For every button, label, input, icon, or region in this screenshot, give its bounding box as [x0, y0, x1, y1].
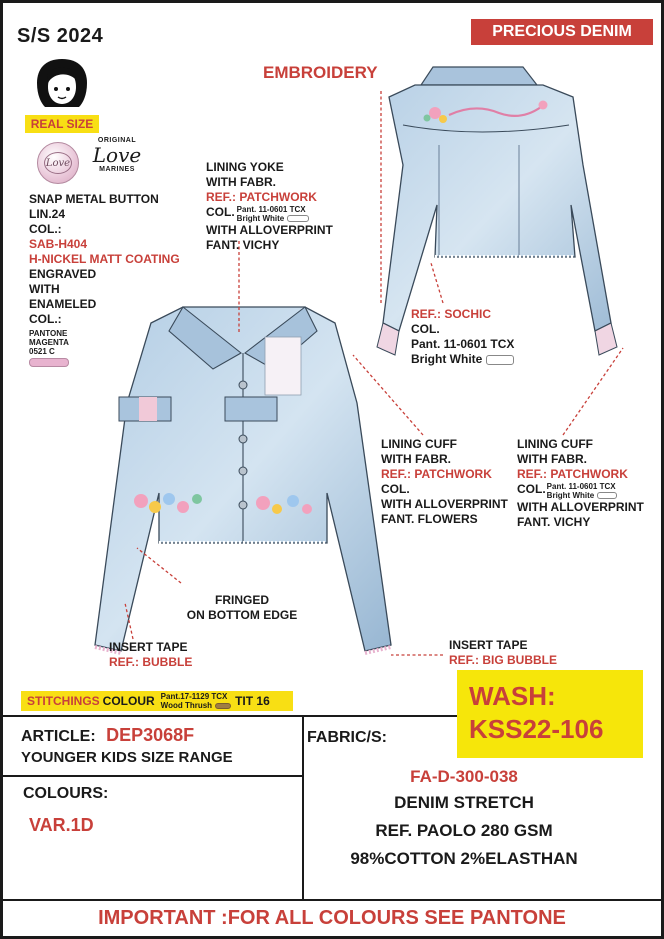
season-label: S/S 2024 [17, 25, 104, 47]
lining-yoke-pant-name: Bright White [236, 214, 285, 223]
lining-yoke-pant: Pant. 11-0601 TCX [236, 205, 306, 214]
lining-yoke-col: COL. [206, 205, 235, 219]
button-spec-line4: SAB-H404 [29, 237, 88, 251]
lining-yoke-line2: WITH FABR. [206, 175, 276, 189]
fabric-line2: DENIM STRETCH [394, 793, 534, 812]
fringed-line2: ON BOTTOM EDGE [186, 608, 298, 622]
cuff-left-ref: REF.: PATCHWORK [381, 467, 492, 481]
tape-left-line1: INSERT TAPE [109, 640, 188, 654]
fringed-spec [183, 593, 301, 623]
fabric-label: FABRIC/S: [307, 729, 387, 746]
sochic-ref: REF.: SOCHIC [411, 307, 492, 321]
colours-label: COLOURS: [23, 785, 109, 802]
stitchings-label: STITCHINGS [27, 694, 100, 708]
pantone-line1: PANTONE [29, 329, 68, 338]
cuff-left-line2: WITH FABR. [381, 452, 451, 466]
stitchings-tit: TIT 16 [235, 694, 270, 708]
button-spec-line8: ENAMELED [29, 297, 97, 311]
cuff-right-line2: WITH FABR. [517, 452, 587, 466]
tape-right-ref: REF.: BIG BUBBLE [449, 653, 557, 667]
real-size-badge: REAL SIZE [25, 115, 99, 133]
stitchings-colour: COLOUR [102, 694, 155, 708]
stitchings-bar [21, 691, 293, 711]
important-footer: IMPORTANT :FOR ALL COLOURS SEE PANTONE [98, 907, 566, 929]
button-spec-line9: COL.: [29, 312, 62, 326]
tape-left-ref: REF.: BUBBLE [109, 655, 193, 669]
snap-button-real-size [37, 142, 79, 184]
cuff-right-pant-name: Bright White [546, 491, 595, 500]
sochic-pant-name: Bright White [411, 352, 483, 366]
size-range: YOUNGER KIDS SIZE RANGE [21, 749, 233, 766]
pantone-line2: MAGENTA [29, 338, 69, 347]
fabric-line3: REF. PAOLO 280 GSM [375, 821, 553, 840]
cuff-right-line6: FANT. VICHY [517, 515, 591, 529]
embroidery-label: EMBROIDERY [263, 63, 378, 82]
button-spec-line7: WITH [29, 282, 60, 296]
button-spec-line1: SNAP METAL BUTTON [29, 192, 159, 206]
stitchings-pant-name: Wood Thrush [160, 701, 213, 710]
sochic-spec [411, 307, 514, 367]
cuff-left-line1: LINING CUFF [381, 437, 457, 451]
cuff-right-ref: REF.: PATCHWORK [517, 467, 628, 481]
tape-right-line1: INSERT TAPE [449, 638, 528, 652]
fabric-code: FA-D-300-038 [410, 767, 518, 786]
stitchings-pant: Pant.17-1129 TCX [160, 692, 228, 701]
button-spec-line6: ENGRAVED [29, 267, 97, 281]
cuff-right-col: COL. [517, 482, 546, 496]
cuff-right-line5: WITH ALLOVERPRINT [517, 500, 644, 514]
cuff-left-spec [381, 437, 508, 527]
brand-badge: PRECIOUS DENIM [471, 19, 653, 45]
insert-tape-right-spec [449, 638, 557, 668]
magenta-swatch [29, 358, 69, 367]
insert-tape-left-spec [109, 640, 192, 670]
article-row [21, 725, 194, 746]
sochic-col: COL. [411, 322, 440, 336]
wash-box [457, 670, 643, 758]
pantone-line3: 0521 C [29, 347, 55, 356]
article-label: ARTICLE: [21, 728, 96, 745]
colours-value: VAR.1D [29, 815, 94, 835]
sochic-pant: Pant. 11-0601 TCX [411, 337, 515, 351]
cuff-left-line6: FANT. FLOWERS [381, 512, 478, 526]
love-marines-logo [87, 137, 147, 193]
fabric-line4: 98%COTTON 2%ELASTHAN [350, 849, 578, 868]
table-divider [302, 715, 304, 899]
cuff-right-line1: LINING CUFF [517, 437, 593, 451]
lining-yoke-line6: FANT. VICHY [206, 238, 280, 252]
cuff-left-col: COL. [381, 482, 410, 496]
table-top-line [3, 715, 457, 717]
logo-script-text: Love [92, 143, 142, 167]
cuff-right-white-swatch [597, 492, 617, 499]
logo-top-text: ORIGINAL [97, 137, 137, 144]
button-spec-line2: LIN.24 [29, 207, 66, 221]
sochic-white-swatch [486, 355, 514, 365]
article-code: DEP3068F [106, 725, 195, 745]
brand-face-logo-icon [31, 55, 93, 109]
fringed-line1: FRINGED [215, 593, 269, 607]
cuff-right-pant: Pant. 11-0601 TCX [546, 482, 616, 491]
wood-thrush-swatch [215, 703, 231, 709]
cuff-right-spec [517, 437, 644, 530]
footer-line [3, 899, 664, 901]
button-spec-line3: COL.: [29, 222, 62, 236]
lining-yoke-ref: REF.: PATCHWORK [206, 190, 317, 204]
lining-yoke-line1: LINING YOKE [206, 160, 284, 174]
lining-yoke-line5: WITH ALLOVERPRINT [206, 223, 333, 237]
wash-label: WASH: [469, 681, 556, 711]
button-engraving: Love [44, 152, 72, 174]
logo-bottom-text: MARINES [99, 166, 135, 173]
button-spec-line5: H-NICKEL MATT COATING [29, 252, 180, 266]
article-divider [3, 775, 302, 777]
lining-yoke-spec [206, 160, 333, 253]
cuff-left-line5: WITH ALLOVERPRINT [381, 497, 508, 511]
wash-code: KSS22-106 [469, 714, 604, 744]
bright-white-swatch [287, 215, 309, 222]
fabric-spec [305, 765, 623, 873]
